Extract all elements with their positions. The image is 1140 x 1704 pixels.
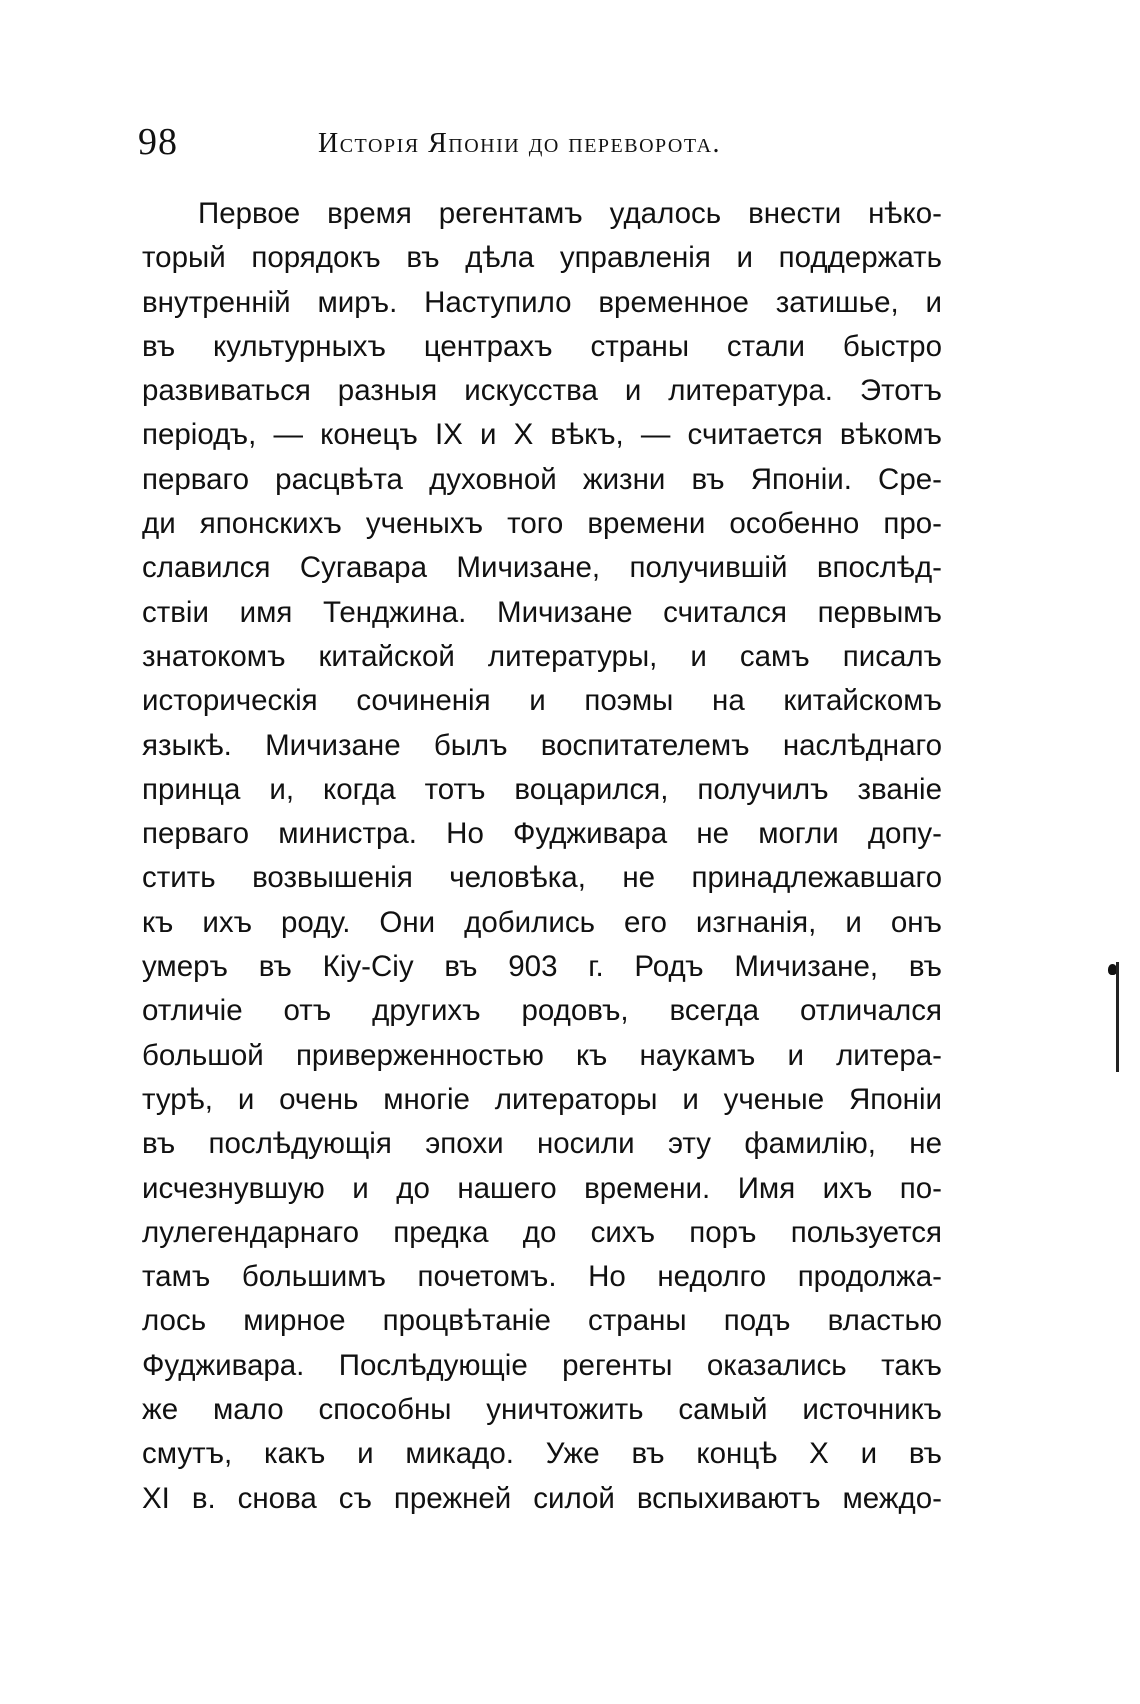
text-line: славился Сугавара Мичизане, получившій впослѣд- — [142, 551, 942, 585]
text-line: турѣ, и очень многіе литераторы и ученые Японіи — [142, 1082, 942, 1116]
text-line: ствіи имя Тенджина. Мичизане считался первымъ — [142, 595, 942, 629]
text-line: Фудживара. Послѣдующіе регенты оказались такъ — [142, 1348, 942, 1382]
text-line: языкѣ. Мичизане былъ воспитателемъ наслѣднаго — [142, 728, 942, 762]
text-line: умеръ въ Кіу-Сіу въ 903 г. Родъ Мичизане, въ — [142, 950, 942, 984]
text-line: торый порядокъ въ дѣла управленія и поддержать — [142, 241, 942, 275]
text-line: въ послѣдующія эпохи носили эту фамилію, не — [142, 1127, 942, 1161]
text-line: внутренній миръ. Наступило временное затишье, и — [142, 285, 942, 319]
text-line: стить возвышенія человѣка, не принадлежавшаго — [142, 861, 942, 895]
margin-ink-mark — [1116, 962, 1119, 1072]
running-title: Исторія Японіи до переворота. — [318, 128, 722, 159]
text-line: тамъ большимъ почетомъ. Но недолго продолжа- — [142, 1260, 942, 1294]
text-line: исчезнувшую и до нашего времени. Имя ихъ по- — [142, 1171, 942, 1205]
text-line: же мало способны уничтожить самый источникъ — [142, 1393, 942, 1427]
text-line: развиваться разныя искусства и литература. Этотъ — [142, 374, 942, 408]
text-line: перваго расцвѣта духовной жизни въ Японіи. Сре- — [142, 462, 942, 496]
page-number: 98 — [138, 121, 178, 163]
running-head — [138, 118, 943, 168]
text-line: въ культурныхъ центрахъ страны стали быстро — [142, 329, 942, 363]
text-line: принца и, когда тотъ воцарился, получилъ званіе — [142, 772, 942, 806]
text-line: лось мирное процвѣтаніе страны подъ властью — [142, 1304, 942, 1338]
text-line: перваго министра. Но Фудживара не могли допу- — [142, 817, 942, 851]
text-line: отличіе отъ другихъ родовъ, всегда отличался — [142, 994, 942, 1028]
text-line: большой приверженностью къ наукамъ и литера- — [142, 1038, 942, 1072]
text-line: Первое время регентамъ удалось внести нѣко- — [198, 197, 942, 230]
text-line: историческія сочиненія и поэмы на китайскомъ — [142, 684, 942, 718]
text-line: ди японскихъ ученыхъ того времени особенно про- — [142, 507, 942, 541]
text-line: лулегендарнаго предка до сихъ поръ пользуется — [142, 1215, 942, 1249]
text-line: къ ихъ роду. Они добились его изгнанія, и онъ — [142, 905, 942, 939]
text-line: XI в. снова съ прежней силой вспыхиваютъ междо- — [142, 1481, 942, 1515]
text-line: знатокомъ китайской литературы, и самъ писалъ — [142, 639, 942, 673]
text-line: смутъ, какъ и микадо. Уже въ концѣ X и въ — [142, 1437, 942, 1471]
text-line: періодъ, — конецъ IX и X вѣкъ, — считается вѣкомъ — [142, 418, 942, 452]
body-text — [142, 192, 942, 1521]
